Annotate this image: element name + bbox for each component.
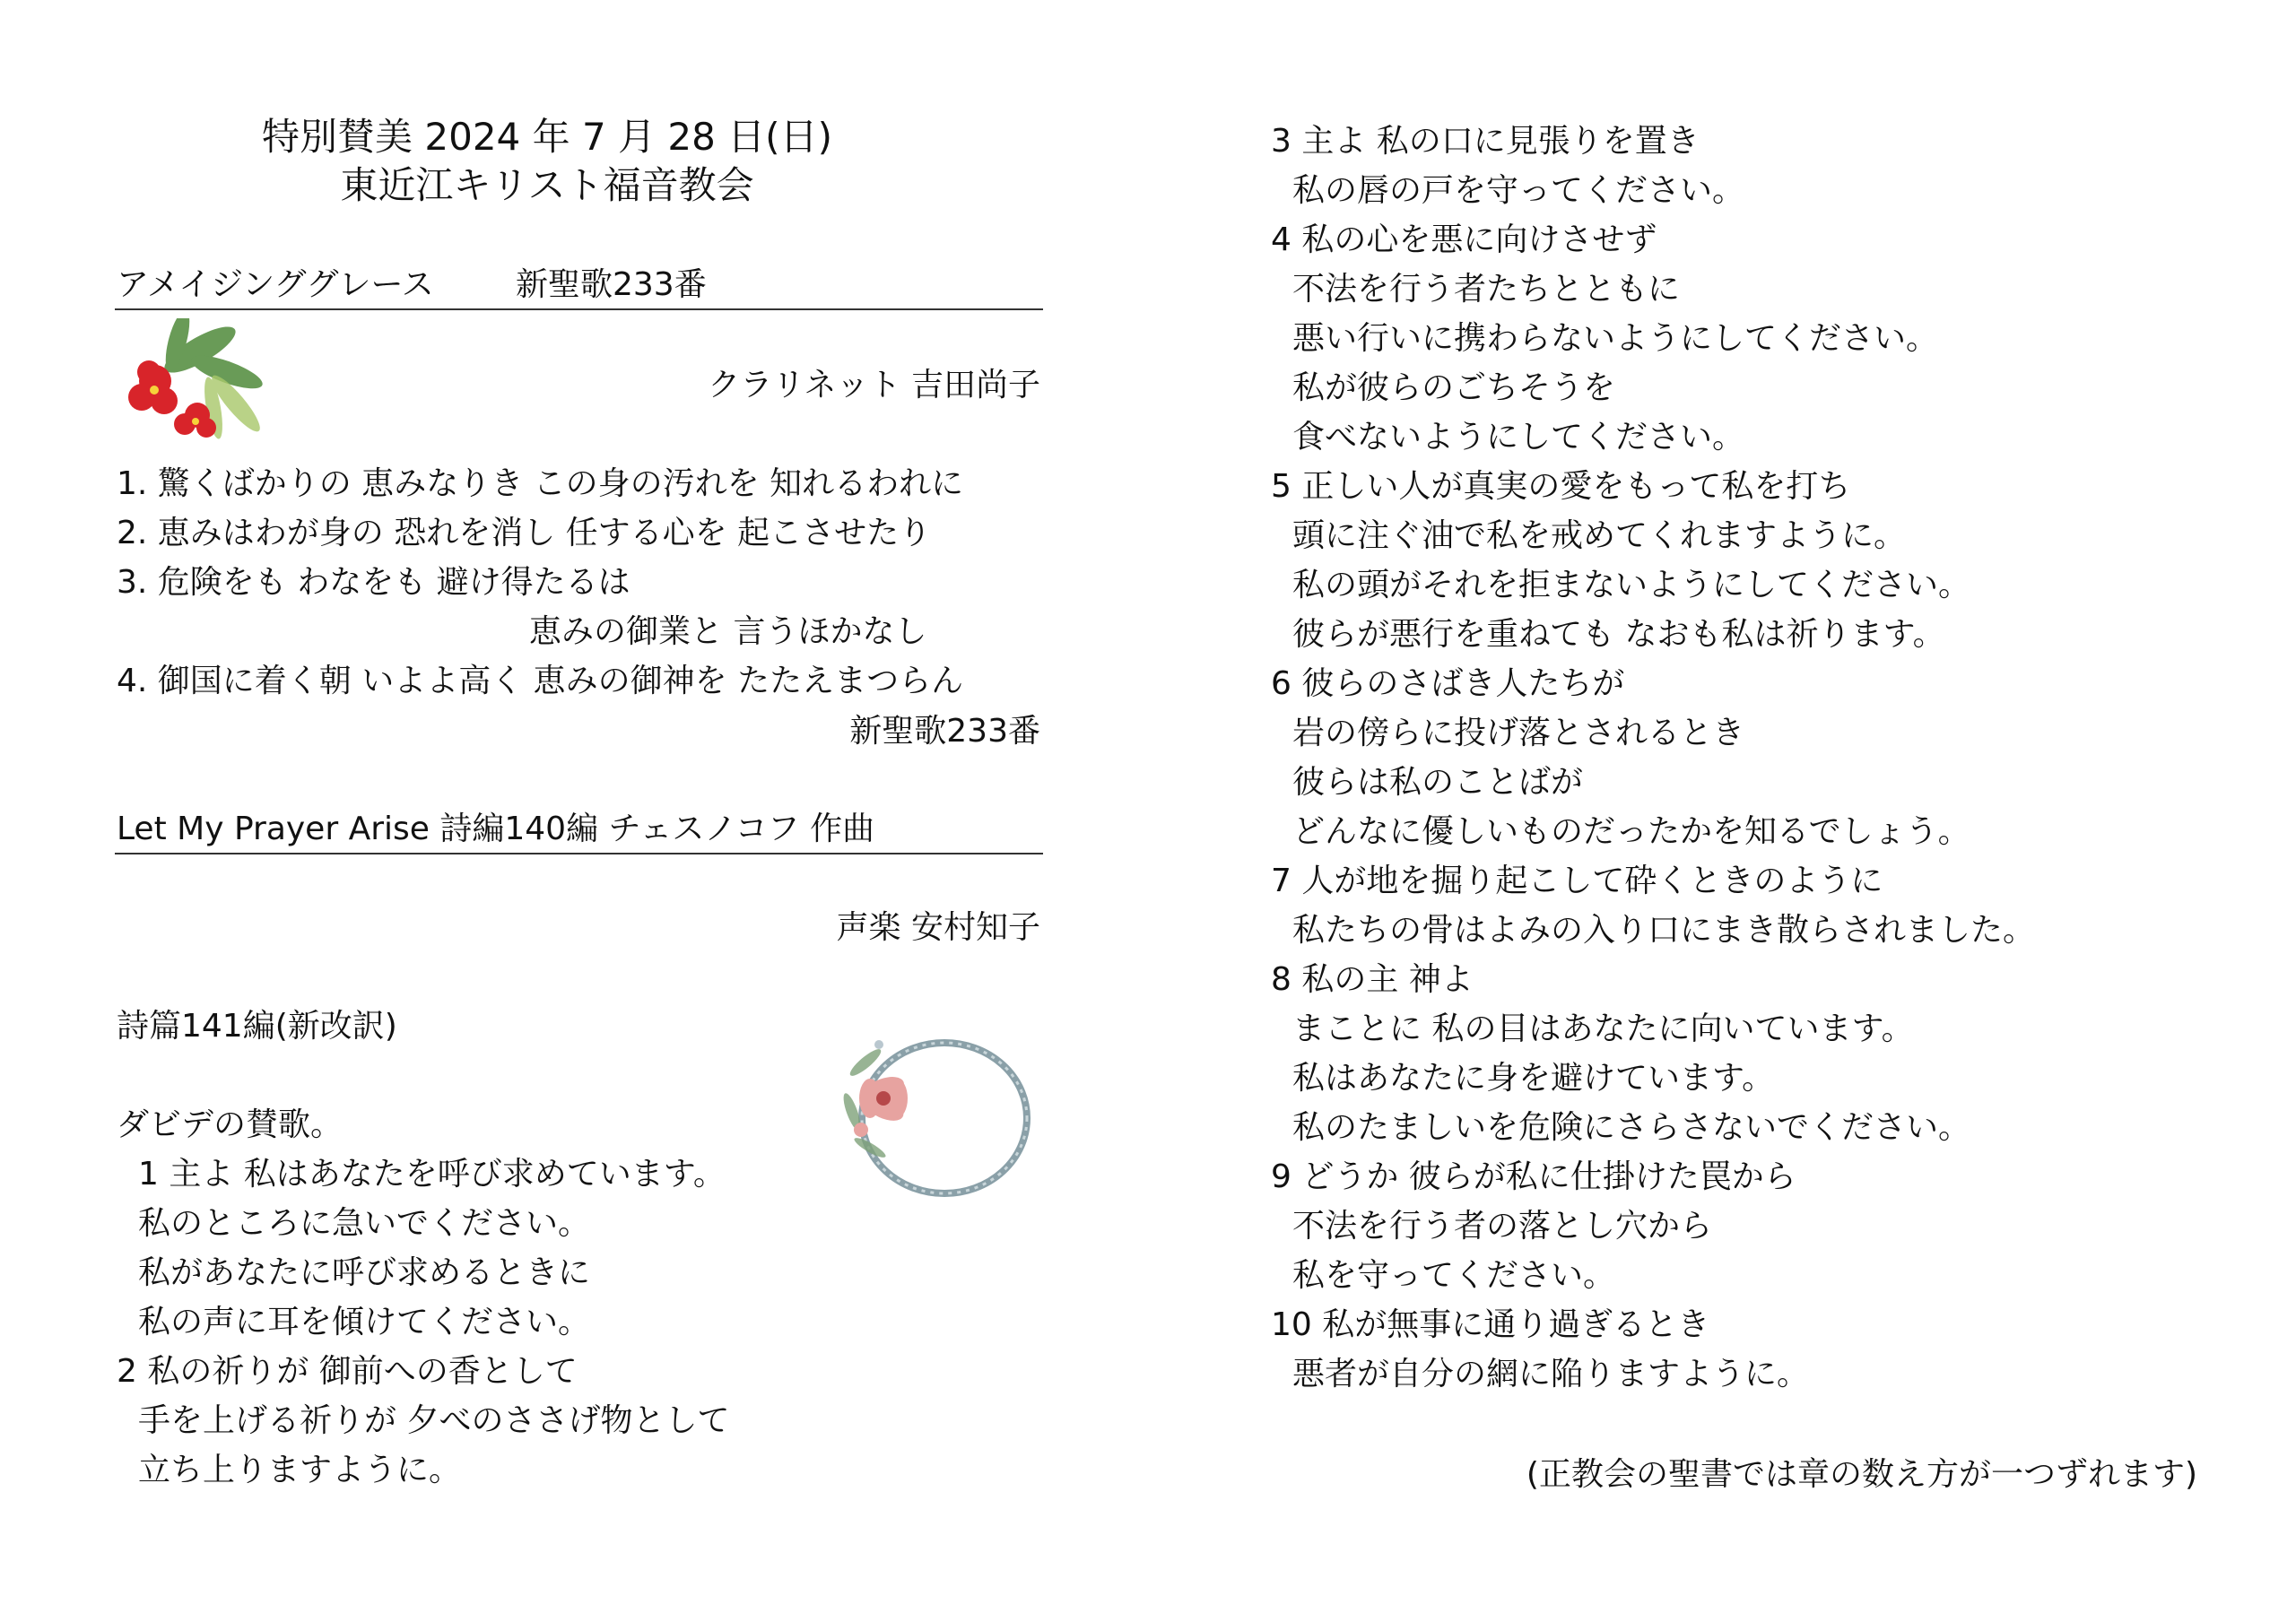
verse-1: 1. 驚くばかりの 恵みなりき この身の汚れを 知れるわれに (117, 465, 964, 502)
church-name: 東近江キリスト福音教会 (340, 163, 754, 207)
psalm-line: 岩の傍らに投げ落とされるとき (1292, 715, 1745, 751)
psalm-line: 彼らは私のことばが (1292, 764, 1584, 801)
psalm-line: 3 主よ 私の口に見張りを置き (1271, 123, 1700, 160)
psalm-line: 9 どうか 彼らが私に仕掛けた罠から (1271, 1158, 1796, 1195)
psalm-line: 私が彼らのごちそうを (1292, 369, 1616, 406)
section1-divider (115, 308, 1043, 310)
psalm-line: 私を守ってください。 (1292, 1257, 1616, 1294)
verse-3: 3. 危険をも わなをも 避け得たるは (117, 564, 631, 601)
psalm-line: 頭に注ぐ油で私を戒めてくれますように。 (1292, 517, 1907, 554)
psalm-line: 私のところに急いでください。 (138, 1205, 591, 1242)
chapter-note: (正教会の聖書では章の数え方が一つずれます) (1526, 1456, 2197, 1493)
psalm-line: 不法を行う者の落とし穴から (1292, 1208, 1713, 1245)
psalm-line: 私の頭がそれを拒まないようにしてください。 (1292, 567, 1971, 603)
psalm-line: 立ち上りますように。 (138, 1452, 462, 1488)
psalm-subtitle: ダビデの賛歌。 (117, 1106, 344, 1143)
psalm-line: 不法を行う者たちとともに (1292, 271, 1681, 308)
psalm-line: 1 主よ 私はあなたを呼び求めています。 (138, 1156, 726, 1193)
floral-wreath-illustration (830, 1027, 1036, 1206)
psalm-line: 悪者が自分の網に陥りますように。 (1292, 1356, 1810, 1392)
section2-divider (115, 853, 1043, 854)
psalm-line: 食べないようにしてください。 (1292, 419, 1745, 455)
verse-4: 4. 御国に着く朝 いよよ高く 恵みの御神を たたえまつらん (117, 663, 964, 699)
psalm-line: 7 人が地を掘り起こして砕くときのように (1271, 863, 1883, 899)
psalm-right-text (1271, 117, 2035, 1399)
hymn-title: アメイジンググレース (117, 266, 434, 303)
psalm-line: 私たちの骨はよみの入り口にまき散らされました。 (1292, 912, 2036, 949)
psalm-line: 悪い行いに携わらないようにしてください。 (1292, 320, 1939, 357)
psalm-line: 8 私の主 神よ (1271, 961, 1474, 998)
page-title: 特別賛美 2024 年 7 月 28 日(日) (262, 115, 832, 159)
psalm-line: 5 正しい人が真実の愛をもって私を打ち (1271, 468, 1851, 505)
psalm-left-text (117, 1149, 729, 1495)
psalm-line: 4 私の心を悪に向けさせず (1271, 221, 1657, 258)
hymn-number-footer: 新聖歌233番 (849, 713, 1040, 750)
verse-2: 2. 恵みはわが身の 恐れを消し 任する心を 起こさせたり (117, 515, 932, 551)
verse-3-cont: 恵みの御業と 言うほかなし (529, 613, 927, 650)
hymn-number: 新聖歌233番 (516, 266, 707, 303)
psalm-line: 私があなたに呼び求めるときに (138, 1254, 591, 1291)
psalm-title: 詩篇141編(新改訳) (117, 1008, 397, 1045)
vocal-performer: 声楽 安村知子 (836, 909, 1040, 946)
psalm-line: まことに 私の目はあなたに向いています。 (1292, 1010, 1914, 1047)
psalm-line: 私はあなたに身を避けています。 (1292, 1060, 1775, 1097)
psalm-line: 私の声に耳を傾けてください。 (138, 1304, 591, 1340)
psalm-line: 2 私の祈りが 御前への香として (117, 1353, 578, 1390)
psalm-line: 手を上げる祈りが 夕べのささげ物として (138, 1402, 730, 1439)
psalm-line: 私のたましいを危険にさらさないでください。 (1292, 1109, 1971, 1146)
psalm-line: 10 私が無事に通り過ぎるとき (1271, 1306, 1710, 1343)
hibiscus-illustration (115, 318, 276, 444)
psalm-line: 6 彼らのさばき人たちが (1271, 665, 1625, 702)
prayer-title: Let My Prayer Arise 詩編140編 チェスノコフ 作曲 (117, 811, 875, 847)
psalm-line: 彼らが悪行を重ねても なおも私は祈ります。 (1292, 616, 1945, 653)
psalm-line: どんなに優しいものだったかを知るでしょう。 (1292, 813, 1970, 850)
clarinet-performer: クラリネット 吉田尚子 (708, 367, 1040, 403)
psalm-line: 私の唇の戸を守ってください。 (1292, 172, 1745, 209)
